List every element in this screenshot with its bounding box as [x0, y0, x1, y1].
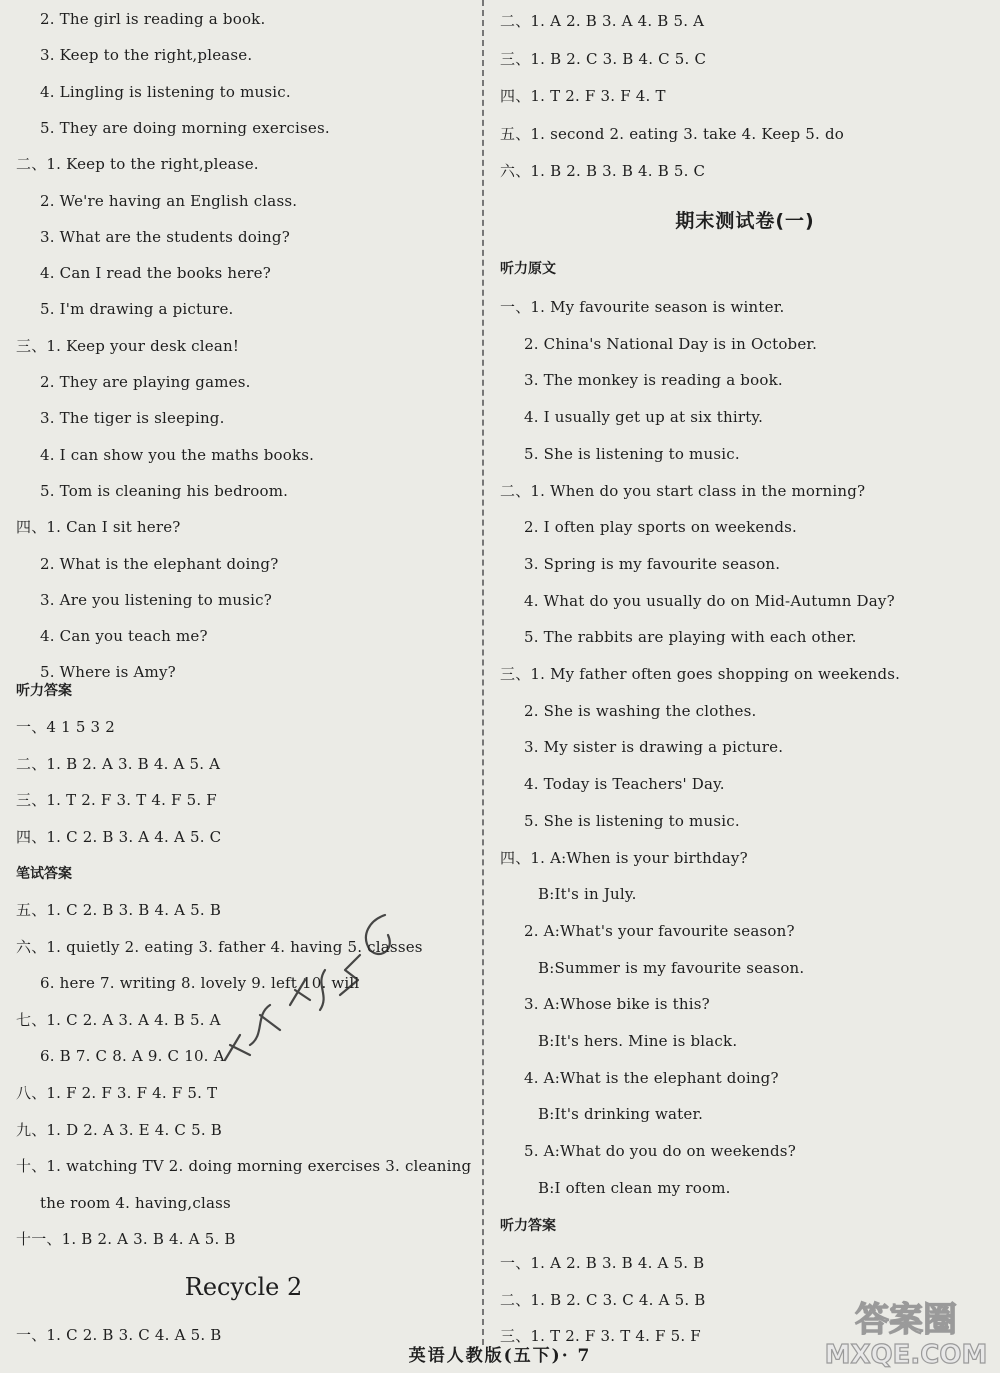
transcript-line: 2. A:What's your favourite season? [524, 921, 795, 940]
transcript-line: B:It's in July. [538, 885, 637, 904]
answer-line: 四、1. Can I sit here? [16, 518, 181, 537]
answer-line: 三、1. T 2. F 3. T 4. F 5. F [16, 791, 217, 809]
answer-line: 一、1. A 2. B 3. B 4. A 5. B [500, 1254, 705, 1272]
section-heading: 笔试答案 [16, 866, 72, 882]
answer-line: 七、1. C 2. A 3. A 4. B 5. A [16, 1010, 221, 1029]
answer-line: 5. I'm drawing a picture. [40, 300, 234, 319]
answer-line: 十一、1. B 2. A 3. B 4. A 5. B [16, 1230, 236, 1249]
transcript-line: 5. A:What do you do on weekends? [524, 1142, 796, 1161]
answer-line: 4. Lingling is listening to music. [40, 82, 291, 101]
transcript-line: 3. My sister is drawing a picture. [524, 738, 784, 757]
answer-line: 二、1. B 2. A 3. B 4. A 5. A [16, 754, 221, 773]
answer-line: 5. Tom is cleaning his bedroom. [40, 481, 289, 500]
answer-line: 6. here 7. writing 8. lovely 9. left 10. will [40, 974, 360, 993]
answer-line: 八、1. F 2. F 3. F 4. F 5. T [16, 1084, 218, 1102]
answer-line: 六、1. B 2. B 3. B 4. B 5. C [500, 162, 706, 180]
answer-line: 九、1. D 2. A 3. E 4. C 5. B [16, 1120, 222, 1139]
handwritten-scribble [210, 895, 410, 1075]
column-divider [482, 0, 484, 1345]
answer-line: 6. B 7. C 8. A 9. C 10. A [40, 1047, 225, 1066]
answer-line: 2. They are playing games. [40, 373, 251, 391]
answer-line: 六、1. quietly 2. eating 3. father 4. having 5. classes [16, 937, 423, 956]
answer-line: 三、1. T 2. F 3. T 4. F 5. F [500, 1327, 701, 1345]
transcript-line: B:It's hers. Mine is black. [538, 1032, 738, 1050]
answer-line: 5. Where is Amy? [40, 663, 176, 682]
answer-line: 四、1. C 2. B 3. A 4. A 5. C [16, 827, 222, 846]
answer-line: 三、1. Keep your desk clean! [16, 336, 240, 355]
transcript-line: 4. A:What is the elephant doing? [524, 1068, 779, 1087]
answer-line: 2. We're having an English class. [40, 191, 298, 210]
page-footer: 英语人教版(五下)· 7 [408, 1346, 592, 1366]
transcript-line: 3. A:Whose bike is this? [524, 995, 710, 1014]
recycle-title: Recycle 2 [184, 1273, 303, 1301]
answer-line: 3. Keep to the right,please. [40, 46, 253, 65]
section-heading: 听力答案 [500, 1218, 556, 1234]
transcript-line: 4. What do you usually do on Mid-Autumn Day? [524, 591, 895, 610]
answer-line: 二、1. B 2. C 3. C 4. A 5. B [500, 1290, 706, 1309]
transcript-line: 4. I usually get up at six thirty. [524, 408, 764, 427]
transcript-line: 3. The monkey is reading a book. [524, 371, 783, 390]
answer-line: 4. Can I read the books here? [40, 264, 271, 283]
transcript-line: 三、1. My father often goes shopping on weekends. [500, 665, 901, 683]
transcript-line: 2. I often play sports on weekends. [524, 518, 798, 537]
answer-line: 五、1. second 2. eating 3. take 4. Keep 5. do [500, 124, 844, 143]
answer-line: 二、1. Keep to the right,please. [16, 155, 259, 174]
answer-line: 3. What are the students doing? [40, 227, 290, 246]
transcript-line: 5. She is listening to music. [524, 811, 740, 830]
watermark-logo-bottom: MXQE.COM [824, 1340, 988, 1369]
transcript-line: 5. She is listening to music. [524, 444, 740, 463]
transcript-line: 2. She is washing the clothes. [524, 701, 757, 720]
answer-line: 5. They are doing morning exercises. [40, 118, 330, 137]
answer-line: 四、1. T 2. F 3. F 4. T [500, 87, 666, 105]
transcript-line: 4. Today is Teachers' Day. [524, 775, 725, 794]
exam-title: 期末测试卷(一) [675, 210, 815, 232]
transcript-line: 5. The rabbits are playing with each other. [524, 628, 857, 647]
transcript-line: 四、1. A:When is your birthday? [500, 848, 748, 867]
answer-line: 4. I can show you the maths books. [40, 445, 315, 464]
answer-line: 3. Are you listening to music? [40, 590, 272, 609]
answer-line: 二、1. A 2. B 3. A 4. B 5. A [500, 12, 705, 30]
answer-line: the room 4. having,class [40, 1193, 231, 1212]
answer-line: 一、4 1 5 3 2 [16, 718, 115, 736]
transcript-line: 3. Spring is my favourite season. [524, 554, 781, 573]
transcript-line: B:Summer is my favourite season. [538, 958, 805, 977]
answer-line: 4. Can you teach me? [40, 627, 208, 646]
answer-line: 三、1. B 2. C 3. B 4. C 5. C [500, 49, 707, 68]
section-heading: 听力答案 [16, 683, 72, 699]
answer-line: 3. The tiger is sleeping. [40, 409, 225, 428]
transcript-line: 一、1. My favourite season is winter. [500, 298, 785, 316]
answer-line: 五、1. C 2. B 3. B 4. A 5. B [16, 901, 222, 919]
transcript-line: B:I often clean my room. [538, 1178, 731, 1197]
transcript-line: 二、1. When do you start class in the morning? [500, 481, 866, 500]
answer-line: 2. What is the elephant doing? [40, 554, 279, 573]
transcript-line: 2. China's National Day is in October. [524, 334, 818, 353]
transcript-line: B:It's drinking water. [538, 1105, 704, 1124]
answer-line: 2. The girl is reading a book. [40, 10, 266, 28]
section-heading: 听力原文 [500, 261, 556, 277]
answer-line: 十、1. watching TV 2. doing morning exercises 3. cleaning [16, 1157, 472, 1176]
watermark-logo-top: 答案圈 [855, 1300, 957, 1340]
answer-line: 一、1. C 2. B 3. C 4. A 5. B [16, 1326, 222, 1344]
